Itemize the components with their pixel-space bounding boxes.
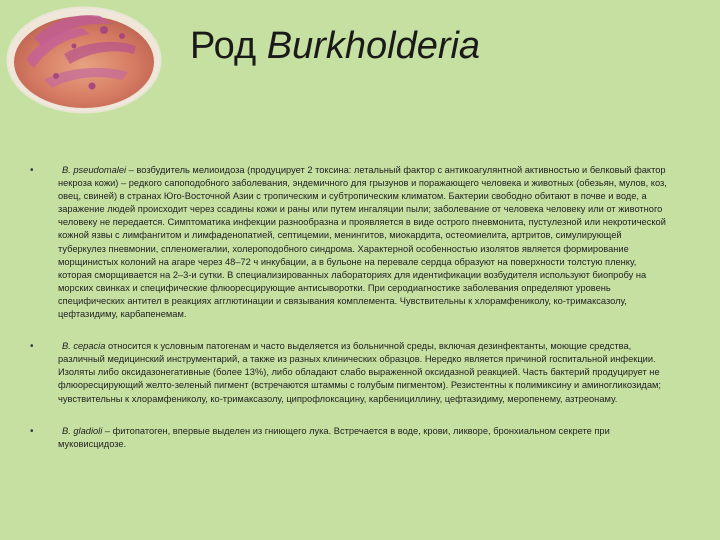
bullet-item-pseudomalei — [30, 164, 670, 321]
species-name: B. gladioli — [62, 425, 103, 436]
bullet-item-gladioli — [30, 425, 670, 451]
bullet-icon: • — [30, 165, 34, 176]
species-name: B. cepacia — [62, 341, 106, 352]
bullet-icon: • — [30, 341, 34, 353]
species-description: – возбудитель мелиоидоза (продуцирует 2 токсина: летальный фактор с антикоагулянтной активностью и белковый фактор некроза кожи) – редкого сапоподобного заболевания, эндемичного для грызунов и поражающего человека и животных (обезьян, мулов, коз, овец, свиней) в странах Юго-Восточной Азии с тропическим и субтропическим климатом. Бактерии свободно обитают в почве и воде, а заражение людей происходит через ссадины кожи и раны или путем ингаляции пыли; заболевание от человека человеку или от животного человеку не передается. Симптоматика инфекции разнообразна и проявляется в виде острого пневмонита, пустулезной или некротической кожной язвы с лимфангитом и лимфаденопатией, септицемии, менингитов, миокардита, остеомиелита, артритов, симулирующей туберкулез пневмонии, спленомегалии, холероподобного синдрома. Характерной особенностью изолятов является формирование морщинистых колоний на агаре через 48–72 ч инкубации, а в бульоне на перевале сердца образуют на поверхности толстую пленку, которая сморщивается на 2–3-и сутки. В специализированных лабораториях для идентификации возбудителя используют биопробу на морских свинках и специфические флюоресцирующие антисыворотки. При серодиагностике заболевания определяют уровень специфических антител в реакциях агглютинации и связывания комплемента. Чувствительны к хлорамфениколу, ко-тримаксазолу, цефтазидиму, карбапенемам. — [58, 165, 667, 320]
species-description: относится к условным патогенам и часто выделяется из больничной среды, включая дезинфектанты, моющие средства, различный медицинский инструментарий, а также из разных клинических образцов. Нередко является причиной госпитальной инфекции. Изоляты либо оксидазонегативные (более 13%), либо обладают слабо выраженной оксидазной реакцией. Часть бактерий продуцирует не флюоресцирующий желто-зеленый пигмент (встречаются штаммы с голубым пигментом). Резистентны к полимиксину и аминогликозидам; чувствительны к хлорамфениколу, ко-тримаксазолу, ципрофлоксацину, карбенициллину, цефтазидиму, меропенему, азтреонаму. — [58, 341, 661, 404]
bullet-text — [58, 164, 670, 321]
title-genus: Burkholderia — [266, 25, 481, 67]
bullet-item-cepacia — [30, 340, 670, 405]
bullet-text — [58, 425, 670, 451]
species-name: B. pseudomalei — [62, 165, 127, 175]
bullet-list — [30, 164, 670, 451]
title-prefix: Род — [190, 25, 257, 67]
petri-dish-image — [4, 2, 162, 114]
bullet-icon: • — [30, 425, 34, 437]
bullet-text — [58, 340, 670, 405]
slide-title — [190, 22, 690, 70]
species-description: – фитопатоген, впервые выделен из гниющего лука. Встречается в воде, крови, ликворе, бронхиальном секрете при муковисцидозе. — [58, 425, 610, 449]
